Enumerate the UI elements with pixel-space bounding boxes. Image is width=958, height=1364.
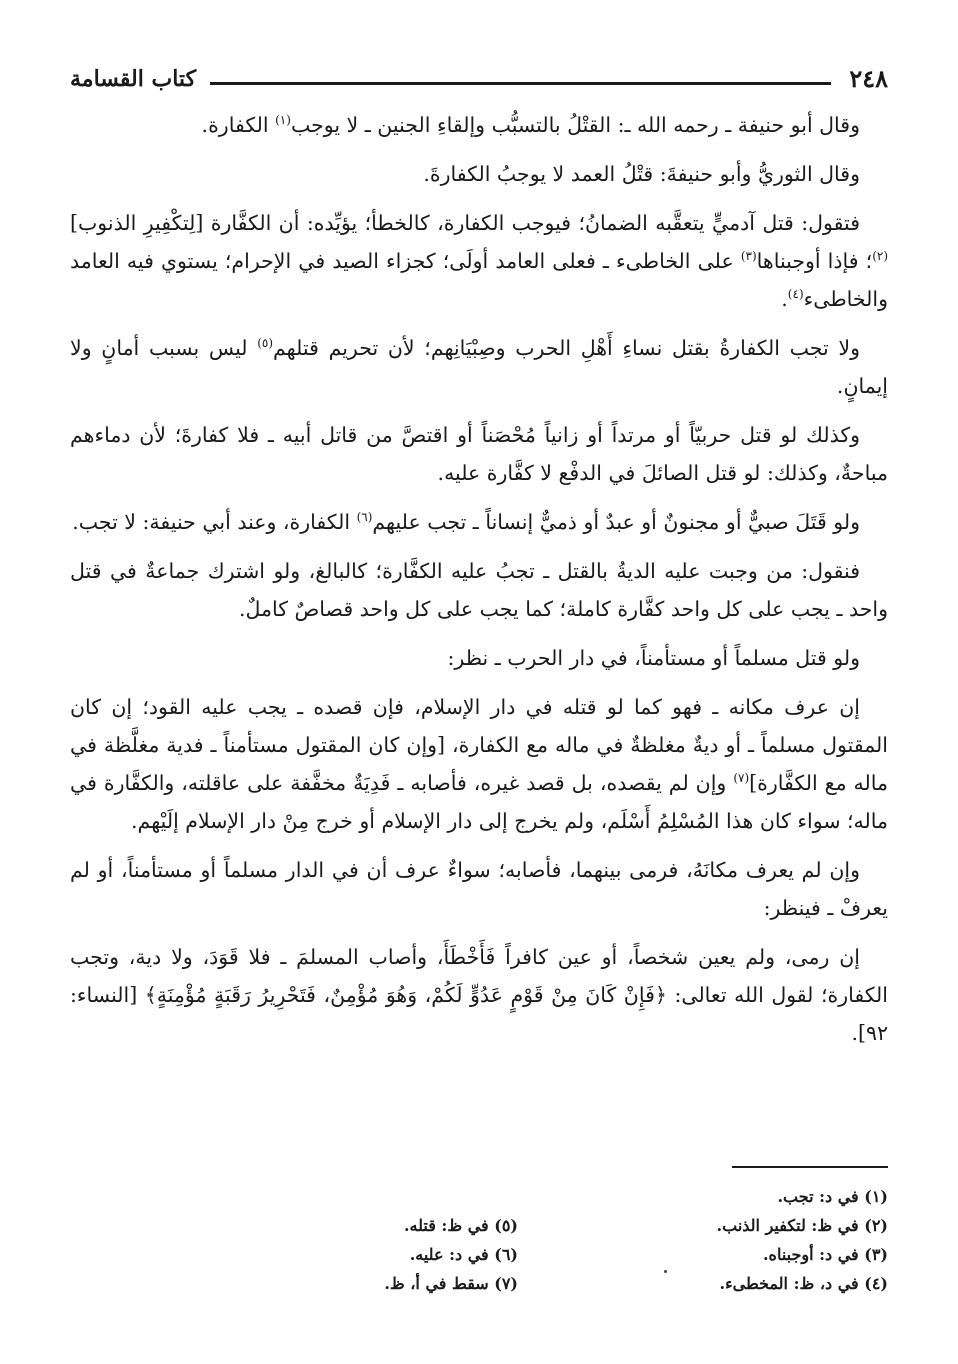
footnotes	[70, 1182, 888, 1298]
paragraph-text: ولا تجب الكفارةُ بقتل نساءِ أَهْلِ الحرب وصِبْيَانِهم؛ لأن تحريم قتلهم	[273, 336, 860, 360]
footnotes-left-column	[384, 1182, 518, 1298]
footnote: (١) في د: تجب.	[777, 1187, 888, 1206]
paragraph	[70, 155, 888, 193]
paragraph-text: .	[781, 287, 788, 311]
paragraph	[70, 639, 888, 677]
paragraph	[70, 851, 888, 927]
paragraph-text: على الخاطىء ـ فعلى العامد أولَى؛ كجزاء الصيد في الإحرام؛ يستوي فيه العامد والخاطىء	[70, 249, 888, 311]
page-mark	[664, 1270, 667, 1273]
paragraph-text: ليس بسبب أمانٍ ولا إيمانٍ.	[70, 336, 888, 398]
footnote: (٦) في د: عليه.	[409, 1245, 518, 1264]
footnotes-right-column	[518, 1182, 888, 1298]
paragraph-text: إن رمى، ولم يعين شخصاً، أو عين كافراً فَأَخْطَأَ، وأصاب المسلمَ ـ فلا قَوَدَ، ولا دية، وتجب الكفارة؛ لقول الله تعالى: ﴿فَإِنْ كَانَ مِنْ قَوْمٍ عَدُوٍّ لَكُمْ، وَهُوَ مُؤْمِنٌ، فَتَحْرِيرُ رَقَبَةٍ مُؤْمِنَةٍ﴾ [النساء: ٩٢].	[70, 945, 888, 1045]
page-header	[70, 50, 888, 94]
paragraph-text: فنقول: من وجبت عليه الديةُ بالقتل ـ تجبُ عليه الكفَّارة؛ كالبالغ، ولو اشترك جماعةٌ في قتل واحد ـ يجب على كل واحد كفَّارة كاملة؛ كما يجب على كل واحد قصاصٌ كاملٌ.	[70, 559, 888, 621]
paragraph	[70, 938, 888, 1052]
paragraph	[70, 552, 888, 628]
paragraph	[70, 688, 888, 840]
footnote-marker: (٧)	[733, 771, 750, 786]
footnote: (٤) في د، ظ: المخطىء.	[719, 1274, 888, 1293]
footnote-marker: (٦)	[356, 510, 373, 525]
footnote: (٥) في ظ: قتله.	[403, 1216, 518, 1235]
footnote-marker: (٥)	[257, 336, 274, 351]
footnote: (٣) في د: أوجبناه.	[762, 1245, 888, 1264]
paragraph-text: وإن لم يقصده، بل قصد غيره، فأصابه ـ فَدِيَةٌ مخفَّفة على عاقلته، والكفَّارة في ماله؛ سواء كان هذا المُسْلِمُ أَسْلَم، ولم يخرج إلى دار الإسلام أو خرج مِنْ دار الإسلام إلَيْهم.	[70, 771, 888, 833]
paragraph	[70, 416, 888, 492]
footnote: (٢) في ظ: لتكفير الذنب.	[716, 1216, 888, 1235]
footnote: (٧) سقط في أ، ظ.	[384, 1274, 518, 1293]
page-number: ٢٤٨	[849, 64, 888, 93]
paragraph-text: ولو قتل مسلماً أو مستأمناً، في دار الحرب ـ نظر:	[447, 646, 860, 670]
paragraph-text: فتقول: قتل آدميٍّ يتعقَّبه الضمانُ؛ فيوجب الكفارة، كالخطأ؛ يؤيِّده: أن الكفَّارة [لِتكْفِيرِ الذنوب]	[70, 211, 860, 235]
paragraph-text: وقال الثوريُّ وأبو حنيفةَ: قتْلُ العمد لا يوجبُ الكفارةَ.	[423, 162, 860, 186]
paragraph	[70, 503, 888, 541]
paragraph	[70, 329, 888, 405]
paragraph-text: ؛ فإذا أوجبناها	[756, 249, 873, 273]
footnote-marker: (٤)	[787, 287, 804, 302]
main-text	[70, 106, 888, 1052]
paragraph-text: ولو قَتَلَ صبيٌّ أو مجنونٌ أو عبدٌ أو ذميٌّ إنساناً ـ تجب عليهم	[372, 510, 860, 534]
paragraph	[70, 204, 888, 318]
footnote-marker: (١)	[275, 113, 291, 128]
footnote-marker: (٢)	[872, 249, 889, 264]
paragraph-text: الكفارة، وعند أبي حنيفة: لا تجب.	[72, 510, 357, 534]
footnote-marker: (٣)	[740, 249, 757, 264]
paragraph-text: وإن لم يعرف مكانَهُ، فرمى بينهما، فأصابه؛ سواءٌ عرف أن في الدار مسلماً أو مستأمناً، أو لم يعرفْ ـ فينظر:	[70, 858, 888, 920]
paragraph-text: إن عرف مكانه ـ فهو كما لو قتله في دار الإسلام، فإن قصده ـ يجب عليه القود؛ إن كان المقتول مسلماً ـ أو ديةٌ مغلظةٌ في ماله مع الكفارة، [وإن كان المقتول مستأمناً ـ فدية مغلَّظة في ماله مع الكفَّارة]	[70, 695, 888, 795]
book-title: كتاب القسامة	[70, 66, 197, 92]
paragraph-text: الكفارة.	[201, 113, 276, 137]
footnote-separator	[732, 1166, 888, 1168]
header-rule	[210, 82, 831, 85]
paragraph-text: وقال أبو حنيفة ـ رحمه الله ـ: القتْلُ بالتسبُّب وإلقاءِ الجنين ـ لا يوجب	[290, 113, 860, 137]
book-page	[70, 50, 888, 1340]
paragraph	[70, 106, 888, 144]
paragraph-text: وكذلك لو قتل حربيّاً أو مرتداً أو زانياً مُحْصَناً أو اقتصَّ من قاتل أبيه ـ فلا كفارةَ؛ لأن دماءهم مباحةٌ، وكذلك: لو قتل الصائلَ في الدفْع لا كفَّارة عليه.	[70, 423, 888, 485]
